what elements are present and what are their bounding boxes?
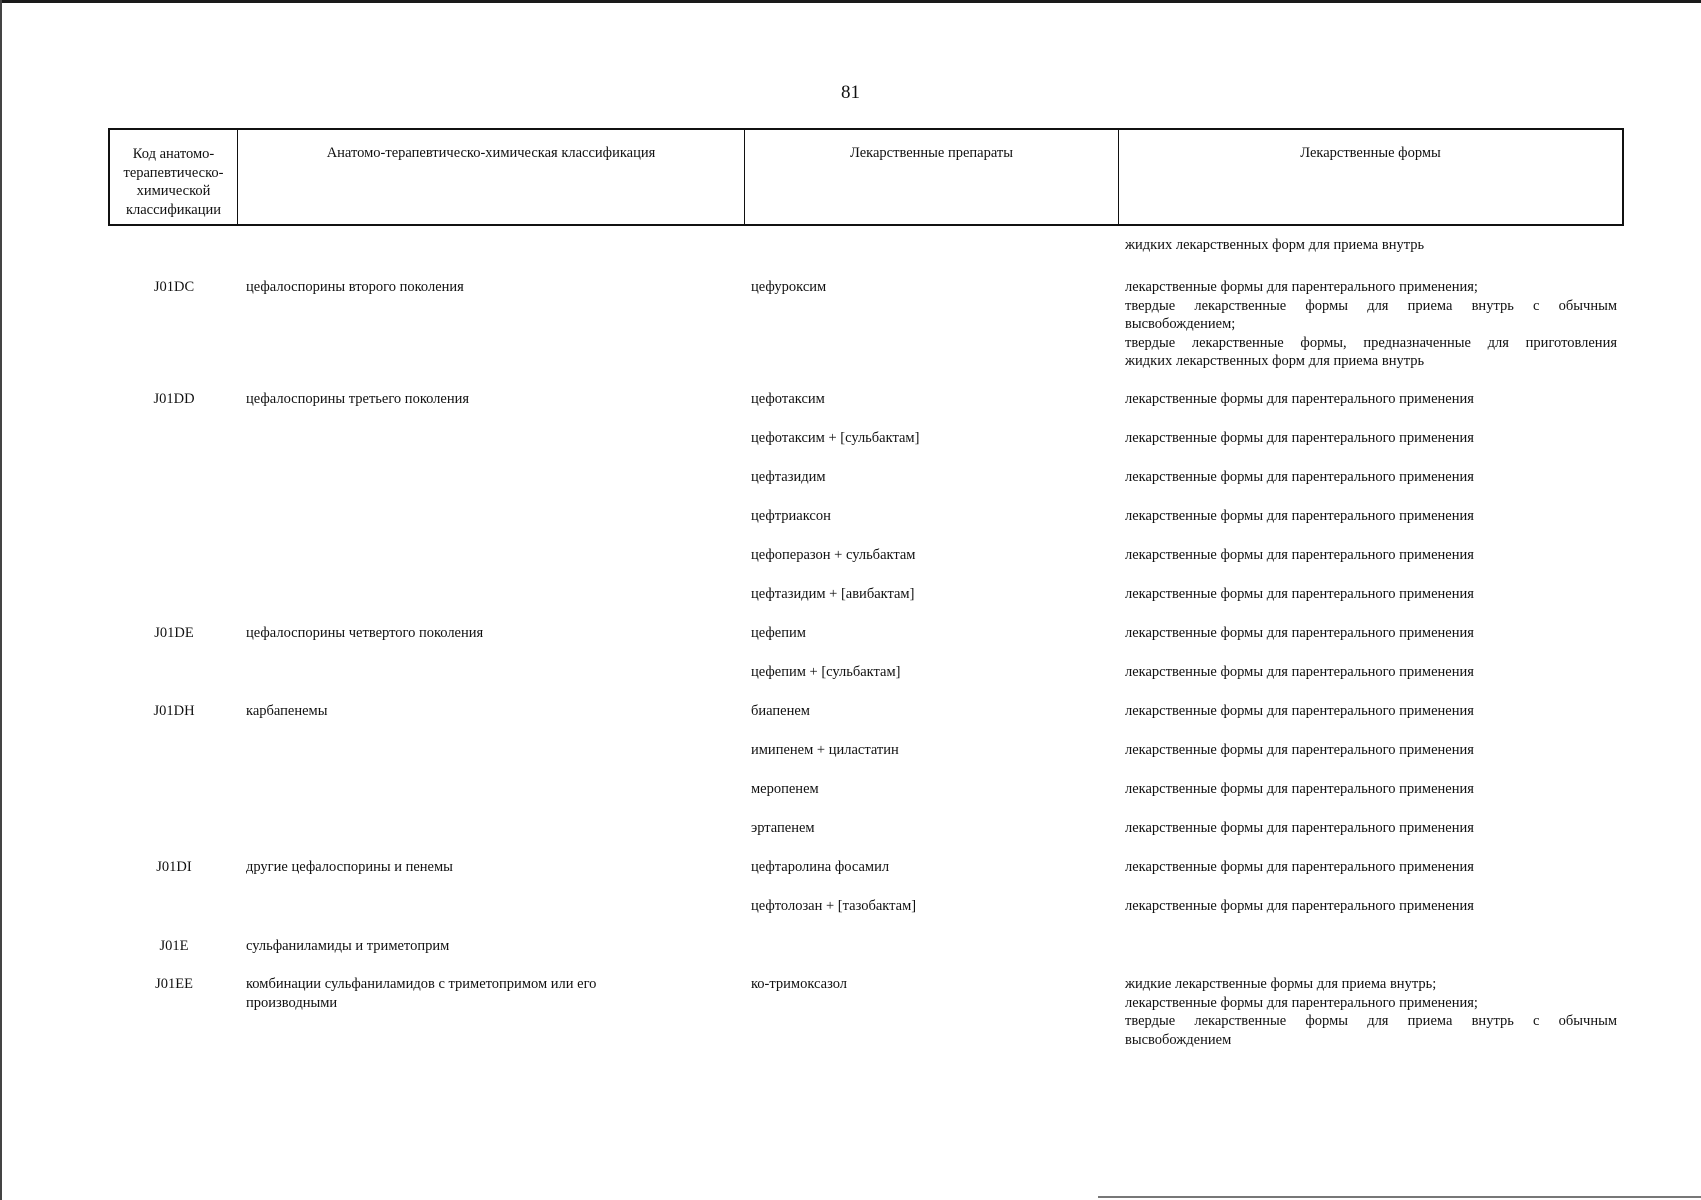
drug-name: имипенем + циластатин: [751, 742, 899, 758]
atc-code: J01E: [159, 938, 189, 954]
dosage-form-line: жидких лекарственных форм для приема внутрь: [1125, 237, 1425, 253]
drug-name: цефтолозан + [тазобактам]: [751, 898, 917, 914]
dosage-form-line: лекарственные формы для парентерального применения: [1125, 430, 1474, 446]
drug-name: цефтазидим: [751, 469, 826, 485]
dosage-form-line: высвобождением: [1125, 1031, 1232, 1048]
atc-classification: цефалоспорины третьего поколения: [246, 391, 470, 407]
drug-name: ко-тримоксазол: [751, 976, 848, 992]
drug-name: цефтриаксон: [751, 508, 831, 524]
dosage-forms: [1125, 585, 1617, 604]
dosage-forms: [1125, 429, 1617, 448]
dosage-forms: [1125, 546, 1617, 565]
atc-code: J01DE: [154, 625, 194, 641]
dosage-form-line: твердые лекарственные формы для приема внутрь с обычным: [1125, 1013, 1617, 1029]
dosage-form-line: лекарственные формы для парентерального применения;: [1125, 279, 1478, 295]
atc-classification: цефалоспорины четвертого поколения: [246, 625, 484, 641]
dosage-forms: [1125, 390, 1617, 409]
drug-name: биапенем: [751, 703, 810, 719]
atc-code: J01EE: [155, 976, 193, 992]
scan-edge-top: [0, 0, 1701, 3]
atc-code: J01DD: [153, 391, 195, 407]
dosage-form-line: лекарственные формы для парентерального применения: [1125, 547, 1474, 563]
drug-name: цефотаксим: [751, 391, 825, 407]
dosage-forms: [1125, 236, 1617, 255]
atc-classification: комбинации сульфаниламидов с триметопримом или его производными: [246, 976, 597, 1011]
dosage-form-line: лекарственные формы для парентерального применения: [1125, 586, 1474, 602]
dosage-forms: [1125, 624, 1617, 643]
dosage-forms: [1125, 663, 1617, 682]
dosage-form-line: жидкие лекарственные формы для приема внутрь;: [1125, 976, 1437, 992]
dosage-forms: [1125, 702, 1617, 721]
dosage-form-line: лекарственные формы для парентерального применения: [1125, 742, 1474, 758]
drug-name: цефотаксим + [сульбактам]: [751, 430, 920, 446]
dosage-forms: [1125, 780, 1617, 799]
drug-name: цефепим: [751, 625, 806, 641]
dosage-forms: [1125, 741, 1617, 760]
table-header: [108, 128, 1624, 226]
atc-classification: карбапенемы: [246, 703, 328, 719]
atc-classification: другие цефалоспорины и пенемы: [246, 859, 453, 875]
drug-name: цефепим + [сульбактам]: [751, 664, 901, 680]
dosage-forms: [1125, 819, 1617, 838]
header-drugs: Лекарственные препараты: [745, 130, 1119, 224]
dosage-forms: [1125, 507, 1617, 526]
dosage-form-line: лекарственные формы для парентерального применения: [1125, 898, 1474, 914]
dosage-forms: [1125, 468, 1617, 487]
page-number: 81: [841, 82, 860, 103]
dosage-form-line: лекарственные формы для парентерального применения: [1125, 781, 1474, 797]
dosage-form-line: высвобождением;: [1125, 316, 1236, 332]
dosage-form-line: лекарственные формы для парентерального применения: [1125, 664, 1474, 680]
dosage-form-line: твердые лекарственные формы, предназначенные для приготовления: [1125, 334, 1617, 351]
drug-name: цефтаролина фосамил: [751, 859, 890, 875]
dosage-form-line: лекарственные формы для парентерального применения: [1125, 469, 1474, 485]
scan-edge-bottom: [1098, 1196, 1701, 1198]
atc-code: J01DI: [156, 859, 192, 875]
drug-name: цефоперазон + сульбактам: [751, 547, 916, 563]
header-classification: Анатомо-терапевтическо-химическая классификация: [238, 130, 745, 224]
dosage-forms: [1125, 975, 1617, 1049]
drug-name: цефуроксим: [751, 279, 827, 295]
atc-classification: сульфаниламиды и триметоприм: [246, 938, 450, 954]
dosage-form-line: лекарственные формы для парентерального применения;: [1125, 994, 1478, 1011]
dosage-form-line: лекарственные формы для парентерального применения: [1125, 859, 1474, 875]
dosage-form-line: жидких лекарственных форм для приема внутрь: [1125, 353, 1425, 369]
dosage-forms: [1125, 278, 1617, 371]
dosage-form-line: твердые лекарственные формы для приема внутрь с обычным: [1125, 297, 1617, 314]
dosage-form-line: лекарственные формы для парентерального применения: [1125, 391, 1474, 407]
atc-classification: цефалоспорины второго поколения: [246, 279, 464, 295]
drug-name: меропенем: [751, 781, 819, 797]
dosage-form-line: лекарственные формы для парентерального применения: [1125, 625, 1474, 641]
atc-code: J01DH: [153, 703, 195, 719]
drug-name: цефтазидим + [авибактам]: [751, 586, 915, 602]
dosage-form-line: лекарственные формы для парентерального применения: [1125, 508, 1474, 524]
dosage-form-line: лекарственные формы для парентерального применения: [1125, 820, 1474, 836]
dosage-forms: [1125, 858, 1617, 877]
atc-code: J01DC: [153, 279, 195, 295]
scan-edge-left: [0, 0, 2, 1200]
dosage-forms: [1125, 897, 1617, 916]
header-forms: Лекарственные формы: [1300, 145, 1441, 161]
drug-name: эртапенем: [751, 820, 815, 836]
dosage-form-line: лекарственные формы для парентерального применения: [1125, 703, 1474, 719]
header-code: Код анатомо-терапевтическо-химической классификации: [110, 130, 238, 224]
